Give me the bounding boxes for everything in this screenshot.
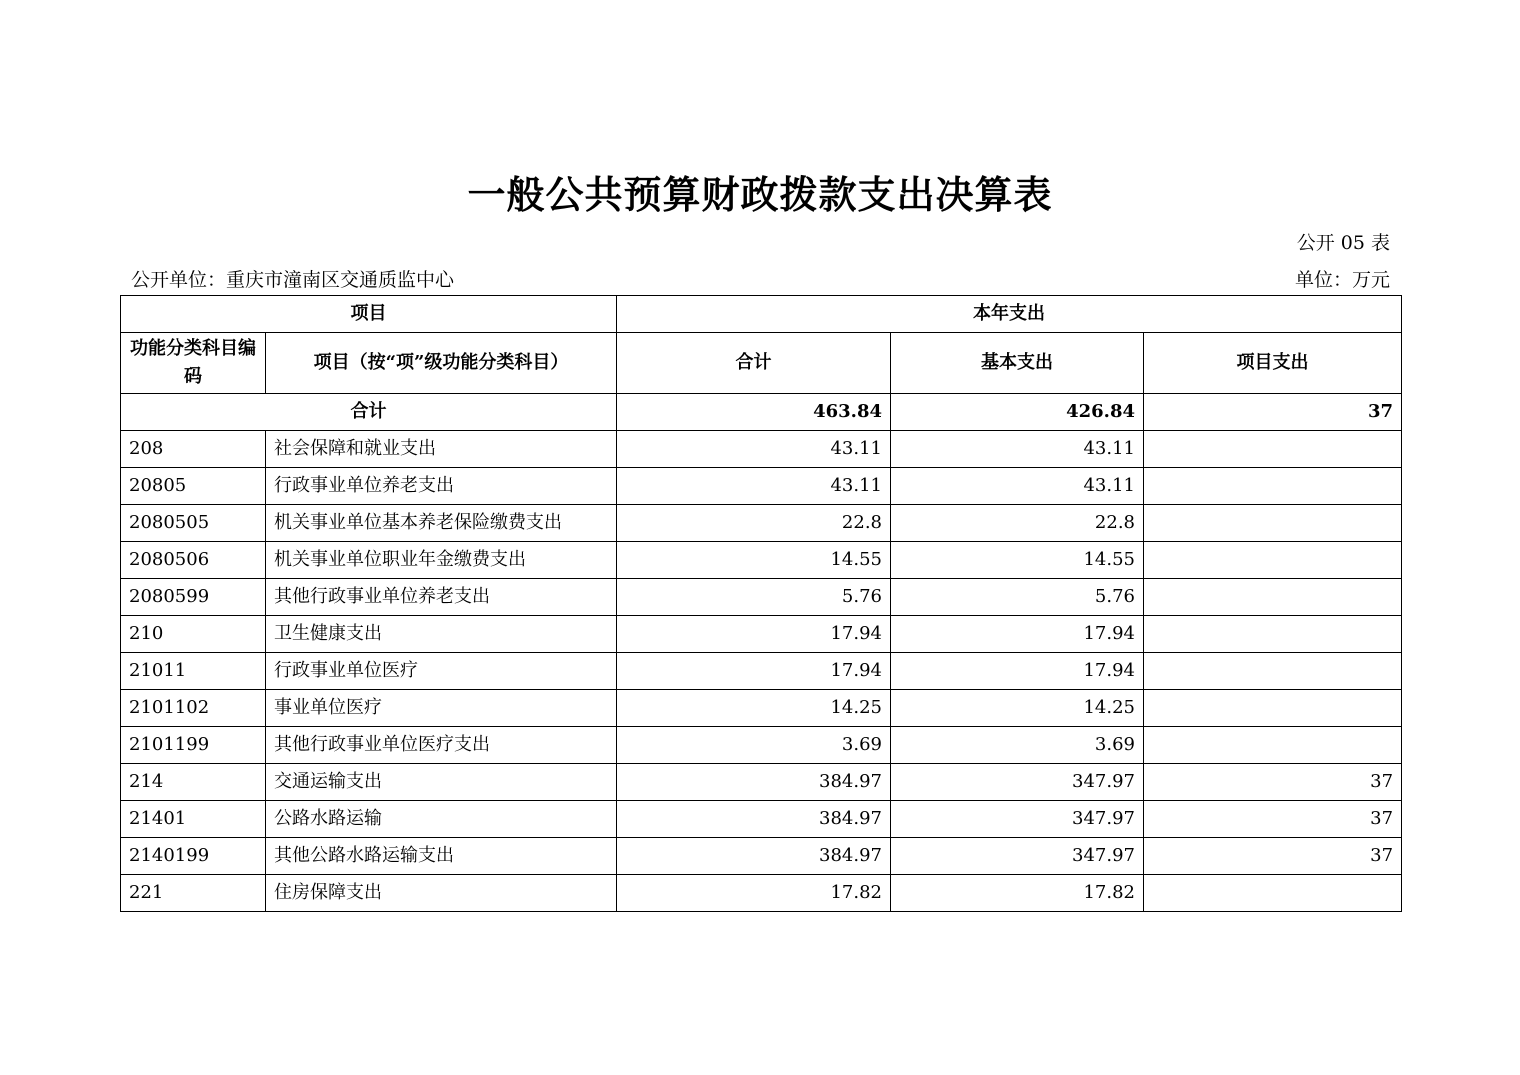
- row-code: 214: [121, 764, 266, 801]
- row-project: [1144, 690, 1402, 727]
- row-project: [1144, 431, 1402, 468]
- row-basic: 17.94: [891, 653, 1144, 690]
- row-project: [1144, 505, 1402, 542]
- row-total: 17.94: [617, 653, 891, 690]
- reporting-unit: 公开单位：重庆市潼南区交通质监中心: [131, 269, 455, 291]
- row-code: 2140199: [121, 838, 266, 875]
- row-project: [1144, 468, 1402, 505]
- row-total: 5.76: [617, 579, 891, 616]
- table-row: [121, 505, 1402, 542]
- row-code: 20805: [121, 468, 266, 505]
- row-item-name: 社会保障和就业支出: [266, 431, 617, 468]
- row-basic: 347.97: [891, 801, 1144, 838]
- row-basic: 17.94: [891, 616, 1144, 653]
- row-project: 37: [1144, 801, 1402, 838]
- total-basic: 426.84: [891, 394, 1144, 431]
- row-project: [1144, 875, 1402, 912]
- row-code: 2101102: [121, 690, 266, 727]
- table-body: [121, 394, 1402, 912]
- row-project: [1144, 579, 1402, 616]
- total-label: 合计: [121, 394, 617, 431]
- header-item-name: 项目（按“项”级功能分类科目）: [266, 333, 617, 394]
- header-row-sub: [121, 333, 1402, 394]
- row-project: [1144, 616, 1402, 653]
- currency-unit: 单位：万元: [1294, 269, 1390, 291]
- row-basic: 14.55: [891, 542, 1144, 579]
- table-row: [121, 875, 1402, 912]
- table-row: [121, 690, 1402, 727]
- row-total: 17.82: [617, 875, 891, 912]
- header-code: 功能分类科目编码: [121, 333, 266, 394]
- row-project: [1144, 653, 1402, 690]
- row-item-name: 其他行政事业单位养老支出: [266, 579, 617, 616]
- row-code: 2080506: [121, 542, 266, 579]
- header-basic: 基本支出: [891, 333, 1144, 394]
- row-item-name: 行政事业单位医疗: [266, 653, 617, 690]
- row-total: 3.69: [617, 727, 891, 764]
- document-title: 一般公共预算财政拨款支出决算表: [467, 172, 1053, 217]
- table-row: [121, 764, 1402, 801]
- table-row: [121, 542, 1402, 579]
- row-item-name: 交通运输支出: [266, 764, 617, 801]
- row-project: 37: [1144, 838, 1402, 875]
- row-total: 384.97: [617, 764, 891, 801]
- table-row: [121, 616, 1402, 653]
- row-total: 22.8: [617, 505, 891, 542]
- row-basic: 347.97: [891, 764, 1144, 801]
- row-basic: 5.76: [891, 579, 1144, 616]
- row-project: [1144, 727, 1402, 764]
- row-code: 21401: [121, 801, 266, 838]
- budget-expense-table: [120, 295, 1402, 912]
- row-item-name: 公路水路运输: [266, 801, 617, 838]
- table-row: [121, 838, 1402, 875]
- row-total: 14.25: [617, 690, 891, 727]
- row-item-name: 机关事业单位基本养老保险缴费支出: [266, 505, 617, 542]
- header-current-year-expense: 本年支出: [617, 296, 1402, 333]
- row-project: 37: [1144, 764, 1402, 801]
- row-total: 43.11: [617, 431, 891, 468]
- row-total: 14.55: [617, 542, 891, 579]
- row-total: 17.94: [617, 616, 891, 653]
- total-project: 37: [1144, 394, 1402, 431]
- table-row: [121, 468, 1402, 505]
- table-row: [121, 431, 1402, 468]
- row-basic: 43.11: [891, 468, 1144, 505]
- header-total: 合计: [617, 333, 891, 394]
- row-basic: 14.25: [891, 690, 1144, 727]
- row-total: 384.97: [617, 838, 891, 875]
- row-code: 21011: [121, 653, 266, 690]
- row-total: 384.97: [617, 801, 891, 838]
- row-code: 2101199: [121, 727, 266, 764]
- row-basic: 347.97: [891, 838, 1144, 875]
- header-row-top: [121, 296, 1402, 333]
- row-basic: 3.69: [891, 727, 1144, 764]
- row-code: 210: [121, 616, 266, 653]
- total-amount: 463.84: [617, 394, 891, 431]
- row-item-name: 住房保障支出: [266, 875, 617, 912]
- row-basic: 43.11: [891, 431, 1144, 468]
- total-row: [121, 394, 1402, 431]
- row-project: [1144, 542, 1402, 579]
- table-row: [121, 653, 1402, 690]
- table-row: [121, 579, 1402, 616]
- row-code: 208: [121, 431, 266, 468]
- row-item-name: 机关事业单位职业年金缴费支出: [266, 542, 617, 579]
- row-item-name: 事业单位医疗: [266, 690, 617, 727]
- row-item-name: 卫生健康支出: [266, 616, 617, 653]
- row-code: 2080505: [121, 505, 266, 542]
- row-code: 2080599: [121, 579, 266, 616]
- header-project-expense: 项目支出: [1144, 333, 1402, 394]
- row-code: 221: [121, 875, 266, 912]
- row-basic: 22.8: [891, 505, 1144, 542]
- unit-info-row: [131, 266, 1390, 294]
- header-project: 项目: [121, 296, 617, 333]
- table-code: 公开 05 表: [1296, 232, 1390, 254]
- row-basic: 17.82: [891, 875, 1144, 912]
- row-item-name: 行政事业单位养老支出: [266, 468, 617, 505]
- row-item-name: 其他公路水路运输支出: [266, 838, 617, 875]
- row-total: 43.11: [617, 468, 891, 505]
- row-item-name: 其他行政事业单位医疗支出: [266, 727, 617, 764]
- table-row: [121, 801, 1402, 838]
- table-row: [121, 727, 1402, 764]
- table-header: [121, 296, 1402, 394]
